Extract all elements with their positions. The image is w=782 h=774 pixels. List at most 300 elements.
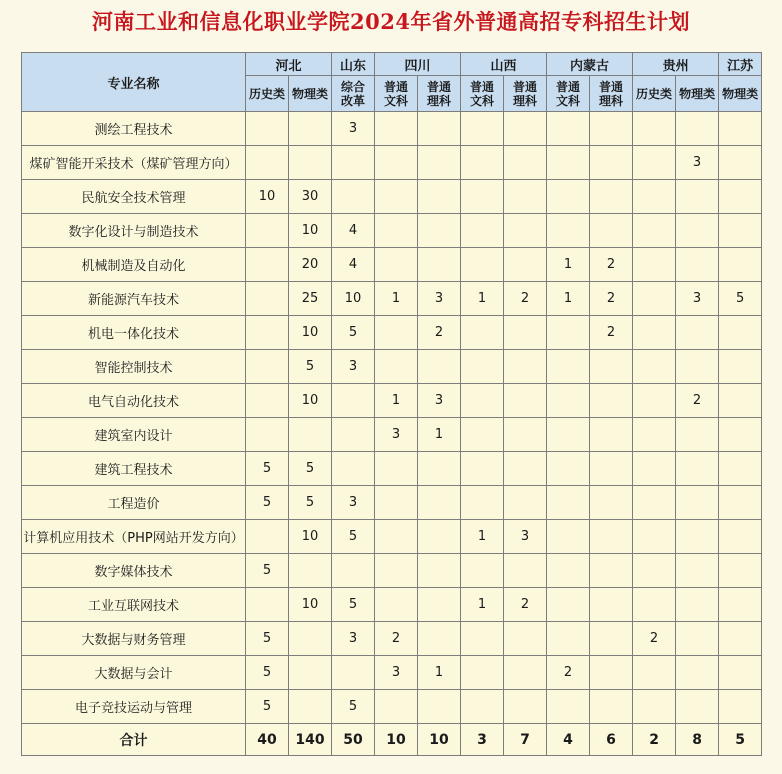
quota-cell: 3 (332, 350, 375, 384)
subcolumn-header (633, 76, 676, 112)
quota-cell (547, 588, 590, 622)
quota-cell (633, 112, 676, 146)
quota-cell: 3 (332, 486, 375, 520)
table-row (22, 282, 762, 316)
quota-cell (547, 622, 590, 656)
quota-cell (504, 214, 547, 248)
quota-cell (719, 588, 762, 622)
quota-cell (289, 418, 332, 452)
quota-cell (590, 588, 633, 622)
subcolumn-header-line2: 文科 (556, 93, 581, 108)
quota-cell (504, 316, 547, 350)
quota-cell (547, 384, 590, 418)
subcolumn-header (676, 76, 719, 112)
quota-cell (418, 452, 461, 486)
quota-cell (418, 554, 461, 588)
table-row (22, 316, 762, 350)
total-cell: 10 (375, 724, 418, 756)
quota-cell (418, 622, 461, 656)
quota-cell (676, 452, 719, 486)
province-header-neimenggu: 内蒙古 (547, 53, 633, 76)
quota-cell (332, 418, 375, 452)
subcolumn-header (418, 76, 461, 112)
subcolumn-header-line1: 物理类 (292, 86, 329, 101)
table-row (22, 486, 762, 520)
quota-cell (418, 180, 461, 214)
subcolumn-header-line1: 历史类 (248, 86, 285, 101)
quota-cell (375, 486, 418, 520)
quota-cell (246, 418, 289, 452)
quota-cell (590, 214, 633, 248)
quota-cell (289, 112, 332, 146)
quota-cell (633, 282, 676, 316)
quota-cell: 1 (461, 282, 504, 316)
table-row (22, 112, 762, 146)
quota-cell (547, 486, 590, 520)
quota-cell (246, 214, 289, 248)
quota-cell (375, 554, 418, 588)
quota-cell: 10 (289, 520, 332, 554)
quota-cell (375, 112, 418, 146)
quota-cell (461, 690, 504, 724)
quota-cell (504, 180, 547, 214)
quota-cell (375, 248, 418, 282)
quota-cell (633, 452, 676, 486)
quota-cell (633, 656, 676, 690)
quota-cell: 5 (289, 350, 332, 384)
quota-cell: 1 (547, 282, 590, 316)
table-row (22, 520, 762, 554)
quota-cell (547, 520, 590, 554)
quota-cell (504, 452, 547, 486)
quota-cell (676, 214, 719, 248)
quota-cell (461, 622, 504, 656)
quota-cell (676, 486, 719, 520)
quota-cell (418, 214, 461, 248)
quota-cell (676, 520, 719, 554)
total-cell: 50 (332, 724, 375, 756)
quota-cell (332, 656, 375, 690)
quota-cell (504, 112, 547, 146)
quota-cell (504, 554, 547, 588)
quota-cell: 2 (504, 282, 547, 316)
quota-cell: 10 (289, 588, 332, 622)
quota-cell (547, 554, 590, 588)
quota-cell (676, 656, 719, 690)
province-header-shandong: 山东 (332, 53, 375, 76)
quota-cell (719, 350, 762, 384)
major-name-cell: 工程造价 (22, 486, 246, 520)
subcolumn-header-line1: 物理类 (679, 86, 716, 101)
quota-cell (461, 384, 504, 418)
major-name-cell: 民航安全技术管理 (22, 180, 246, 214)
quota-cell (676, 112, 719, 146)
quota-cell (375, 214, 418, 248)
major-name-cell: 大数据与会计 (22, 656, 246, 690)
major-name-cell: 智能控制技术 (22, 350, 246, 384)
quota-cell: 3 (418, 282, 461, 316)
total-label: 合计 (22, 724, 246, 756)
quota-cell (719, 248, 762, 282)
quota-cell (332, 554, 375, 588)
quota-cell (461, 486, 504, 520)
total-cell: 10 (418, 724, 461, 756)
subcolumn-header-line2: 理科 (513, 93, 538, 108)
quota-cell: 10 (289, 316, 332, 350)
quota-cell (590, 520, 633, 554)
quota-cell: 10 (289, 214, 332, 248)
subcolumn-header-line2: 理科 (427, 93, 452, 108)
quota-cell (590, 384, 633, 418)
quota-cell: 5 (289, 452, 332, 486)
subcolumn-header-line1: 普通 (513, 79, 538, 94)
quota-cell (332, 384, 375, 418)
quota-cell (719, 384, 762, 418)
province-header-shanxi: 山西 (461, 53, 547, 76)
quota-cell (590, 350, 633, 384)
quota-cell (633, 486, 676, 520)
quota-cell (547, 452, 590, 486)
subcolumn-header (375, 76, 418, 112)
total-row (22, 724, 762, 756)
quota-cell (418, 486, 461, 520)
subcolumn-header (719, 76, 762, 112)
quota-cell (676, 690, 719, 724)
table-row (22, 350, 762, 384)
province-header-hebei: 河北 (246, 53, 332, 76)
quota-cell (504, 418, 547, 452)
quota-cell (547, 146, 590, 180)
quota-cell: 5 (332, 588, 375, 622)
quota-cell: 3 (418, 384, 461, 418)
table-row (22, 384, 762, 418)
table-row (22, 622, 762, 656)
quota-cell: 1 (418, 656, 461, 690)
quota-cell (719, 486, 762, 520)
quota-cell (633, 248, 676, 282)
subcolumn-header-line2: 文科 (470, 93, 495, 108)
quota-cell (504, 146, 547, 180)
quota-cell (504, 248, 547, 282)
table-row (22, 146, 762, 180)
major-name-cell: 机械制造及自动化 (22, 248, 246, 282)
subcolumn-header-line2: 改革 (341, 93, 366, 108)
quota-cell (676, 316, 719, 350)
quota-cell: 2 (375, 622, 418, 656)
quota-cell: 3 (332, 622, 375, 656)
quota-cell (633, 520, 676, 554)
major-name-cell: 工业互联网技术 (22, 588, 246, 622)
quota-cell: 3 (375, 418, 418, 452)
quota-cell (547, 214, 590, 248)
quota-cell (719, 554, 762, 588)
quota-cell: 10 (246, 180, 289, 214)
quota-cell: 5 (246, 690, 289, 724)
quota-cell (719, 656, 762, 690)
quota-cell: 1 (547, 248, 590, 282)
quota-cell (246, 146, 289, 180)
subcolumn-header-line1: 物理类 (722, 86, 759, 101)
province-header-jiangsu: 江苏 (719, 53, 762, 76)
quota-cell (676, 350, 719, 384)
table-row (22, 656, 762, 690)
quota-cell (418, 112, 461, 146)
quota-cell (676, 588, 719, 622)
table-row (22, 554, 762, 588)
quota-cell (590, 452, 633, 486)
quota-cell: 5 (246, 452, 289, 486)
table-row (22, 248, 762, 282)
quota-cell (246, 282, 289, 316)
quota-cell (461, 656, 504, 690)
quota-cell (590, 656, 633, 690)
quota-cell: 2 (590, 282, 633, 316)
quota-cell: 4 (332, 214, 375, 248)
quota-cell (719, 418, 762, 452)
subcolumn-header (547, 76, 590, 112)
quota-cell (719, 214, 762, 248)
quota-cell: 5 (332, 316, 375, 350)
quota-cell (246, 248, 289, 282)
quota-cell (590, 622, 633, 656)
quota-cell (719, 520, 762, 554)
quota-cell (547, 316, 590, 350)
quota-cell (719, 316, 762, 350)
quota-cell (676, 248, 719, 282)
total-cell: 4 (547, 724, 590, 756)
quota-cell (418, 690, 461, 724)
quota-cell (461, 316, 504, 350)
quota-cell: 5 (246, 622, 289, 656)
quota-cell (633, 690, 676, 724)
quota-cell: 2 (676, 384, 719, 418)
quota-cell (633, 384, 676, 418)
major-name-cell: 电子竞技运动与管理 (22, 690, 246, 724)
quota-cell (504, 384, 547, 418)
subcolumn-header-line1: 综合 (341, 79, 366, 94)
quota-cell (375, 146, 418, 180)
quota-cell (676, 180, 719, 214)
quota-cell: 1 (375, 384, 418, 418)
quota-cell (590, 146, 633, 180)
quota-cell (289, 656, 332, 690)
quota-cell (461, 350, 504, 384)
quota-cell: 2 (547, 656, 590, 690)
subcolumn-header (590, 76, 633, 112)
quota-cell (375, 316, 418, 350)
quota-cell (289, 554, 332, 588)
total-cell: 3 (461, 724, 504, 756)
subcolumn-header-line1: 历史类 (636, 86, 673, 101)
quota-cell: 20 (289, 248, 332, 282)
major-name-cell: 数字媒体技术 (22, 554, 246, 588)
quota-cell: 2 (633, 622, 676, 656)
table-row (22, 690, 762, 724)
quota-cell (418, 520, 461, 554)
quota-cell (289, 690, 332, 724)
subcolumn-header-line1: 普通 (599, 79, 624, 94)
quota-cell: 1 (375, 282, 418, 316)
quota-cell: 30 (289, 180, 332, 214)
quota-cell (246, 588, 289, 622)
quota-cell (633, 316, 676, 350)
quota-cell (633, 588, 676, 622)
quota-cell: 5 (719, 282, 762, 316)
quota-cell (461, 418, 504, 452)
quota-cell (590, 554, 633, 588)
major-name-cell: 建筑室内设计 (22, 418, 246, 452)
quota-cell: 1 (461, 520, 504, 554)
quota-cell (504, 622, 547, 656)
quota-cell (676, 418, 719, 452)
quota-cell (719, 690, 762, 724)
quota-cell: 5 (332, 520, 375, 554)
quota-cell (289, 146, 332, 180)
quota-cell (590, 112, 633, 146)
quota-cell (375, 180, 418, 214)
table-row (22, 452, 762, 486)
major-name-cell: 新能源汽车技术 (22, 282, 246, 316)
subcolumn-header-line1: 普通 (470, 79, 495, 94)
total-cell: 5 (719, 724, 762, 756)
quota-cell: 10 (332, 282, 375, 316)
quota-cell (504, 486, 547, 520)
quota-cell (547, 112, 590, 146)
table-row (22, 418, 762, 452)
quota-cell: 2 (418, 316, 461, 350)
major-name-cell: 建筑工程技术 (22, 452, 246, 486)
quota-cell (461, 554, 504, 588)
quota-cell: 3 (332, 112, 375, 146)
province-header-guizhou: 贵州 (633, 53, 719, 76)
enrollment-plan-table (21, 52, 762, 756)
quota-cell (504, 656, 547, 690)
table-row (22, 214, 762, 248)
quota-cell (504, 350, 547, 384)
quota-cell: 5 (289, 486, 332, 520)
quota-cell (332, 146, 375, 180)
quota-cell: 4 (332, 248, 375, 282)
table-row (22, 180, 762, 214)
quota-cell: 3 (375, 656, 418, 690)
major-name-header: 专业名称 (22, 53, 246, 112)
major-name-cell: 数字化设计与制造技术 (22, 214, 246, 248)
province-header-sichuan: 四川 (375, 53, 461, 76)
quota-cell: 1 (461, 588, 504, 622)
quota-cell (633, 180, 676, 214)
quota-cell (547, 180, 590, 214)
quota-cell: 5 (246, 656, 289, 690)
major-name-cell: 煤矿智能开采技术（煤矿管理方向） (22, 146, 246, 180)
quota-cell (719, 622, 762, 656)
quota-cell (633, 214, 676, 248)
quota-cell (375, 690, 418, 724)
major-name-cell: 测绘工程技术 (22, 112, 246, 146)
quota-cell (590, 418, 633, 452)
total-cell: 140 (289, 724, 332, 756)
quota-cell (547, 350, 590, 384)
quota-cell (590, 180, 633, 214)
major-name-cell: 计算机应用技术（PHP网站开发方向） (22, 520, 246, 554)
subcolumn-header (504, 76, 547, 112)
quota-cell: 25 (289, 282, 332, 316)
quota-cell (418, 588, 461, 622)
quota-cell (633, 418, 676, 452)
quota-cell (418, 248, 461, 282)
subcolumn-header (246, 76, 289, 112)
quota-cell (547, 690, 590, 724)
subcolumn-header (332, 76, 375, 112)
total-cell: 2 (633, 724, 676, 756)
major-name-cell: 电气自动化技术 (22, 384, 246, 418)
quota-cell (418, 350, 461, 384)
quota-cell (461, 146, 504, 180)
quota-cell (504, 690, 547, 724)
quota-cell (375, 350, 418, 384)
quota-cell (246, 316, 289, 350)
quota-cell: 2 (590, 248, 633, 282)
table-row (22, 588, 762, 622)
subcolumn-header-line1: 普通 (556, 79, 581, 94)
subcolumn-header-line1: 普通 (384, 79, 409, 94)
major-name-cell: 机电一体化技术 (22, 316, 246, 350)
quota-cell (719, 146, 762, 180)
quota-cell (461, 248, 504, 282)
quota-cell (461, 112, 504, 146)
subcolumn-header-line2: 理科 (599, 93, 624, 108)
quota-cell (332, 452, 375, 486)
quota-cell (375, 452, 418, 486)
quota-cell (418, 146, 461, 180)
quota-cell (633, 350, 676, 384)
quota-cell: 5 (332, 690, 375, 724)
quota-cell (676, 554, 719, 588)
quota-cell (676, 622, 719, 656)
quota-cell: 10 (289, 384, 332, 418)
quota-cell (461, 214, 504, 248)
quota-cell: 2 (504, 588, 547, 622)
total-cell: 6 (590, 724, 633, 756)
quota-cell (461, 452, 504, 486)
quota-cell: 5 (246, 486, 289, 520)
quota-cell (719, 112, 762, 146)
quota-cell (719, 452, 762, 486)
major-name-cell: 大数据与财务管理 (22, 622, 246, 656)
subcolumn-header (461, 76, 504, 112)
subcolumn-header-line1: 普通 (427, 79, 452, 94)
total-cell: 7 (504, 724, 547, 756)
quota-cell (461, 180, 504, 214)
quota-cell (246, 520, 289, 554)
quota-cell (719, 180, 762, 214)
quota-cell (633, 146, 676, 180)
quota-cell (590, 486, 633, 520)
quota-cell (547, 418, 590, 452)
quota-cell (246, 384, 289, 418)
total-cell: 40 (246, 724, 289, 756)
quota-cell: 3 (504, 520, 547, 554)
page-title: 河南工业和信息化职业学院2024年省外普通高招专科招生计划 (92, 9, 690, 34)
quota-cell (246, 350, 289, 384)
quota-cell: 3 (676, 282, 719, 316)
quota-cell (633, 554, 676, 588)
quota-cell (246, 112, 289, 146)
quota-cell (289, 622, 332, 656)
quota-cell (332, 180, 375, 214)
quota-cell (375, 520, 418, 554)
subcolumn-header (289, 76, 332, 112)
quota-cell: 5 (246, 554, 289, 588)
